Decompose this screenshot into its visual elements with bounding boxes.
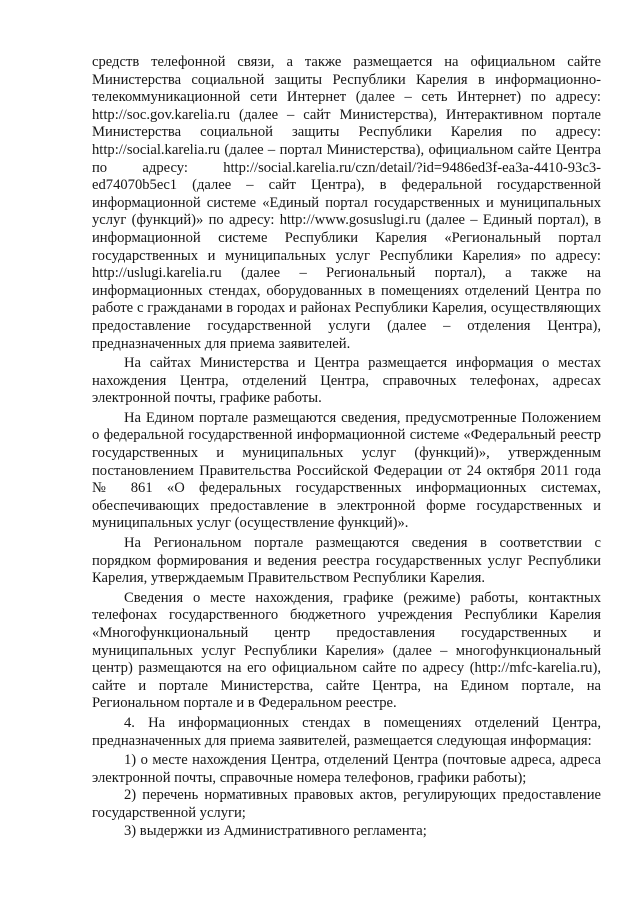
paragraph-regional-portal: На Региональном портале размещаются сведения в соответствии с порядком формирования и ведения реестра государственных услуг Республики Карелия, утверждаемым Правительством Республики Карелия.: [92, 535, 601, 587]
list-item: 3) выдержки из Административного регламента;: [124, 822, 427, 839]
paragraph-ministry-sites: На сайтах Министерства и Центра размещается информация о местах нахождения Центра, отделений Центра, справочных телефонах, адресах электронной почты, графике работы.: [92, 355, 601, 407]
stand-info-list: [92, 752, 601, 840]
list-item: 2) перечень нормативных правовых актов, регулирующих предоставление государственной услуги;: [92, 787, 601, 821]
list-item: 1) о месте нахождения Центра, отделений Центра (почтовые адреса, адреса электронной почты, справочные номера телефонов, графики работы);: [92, 752, 601, 786]
paragraph-unified-portal: На Едином портале размещаются сведения, предусмотренные Положением о федеральной государственной информационной системе «Федеральный реестр государственных и муниципальных услуг (функций)», утвержденным постановлением Правительства Российской Федерации от 24 октября 2011 года № 861 «О федеральных государственных информационных системах, обеспечивающих предоставление в электронной форме государственных и муниципальных услуг (осуществление функций)».: [92, 409, 601, 532]
paragraph-stands-intro: 4. На информационных стендах в помещениях отделений Центра, предназначенных для приема заявителей, размещается следующая информация:: [92, 714, 601, 749]
paragraph-publication-channels: средств телефонной связи, а также размещается на официальном сайте Министерства социальной защиты Республики Карелия в информационно-телекоммуникационной сети Интернет (далее – сеть Интернет) по адресу: http://soc.gov.karelia.ru (далее – сайт Министерства), Интерактивном портале Министерства социальной защиты Республики Карелия по адресу: http://social.karelia.ru (далее – портал Министерства), официальном сайте Центра по адресу: http://social.karelia.ru/czn/detail/?id=9486ed3f-ea3a-4410-93c3-ed74070b5ec1 (далее – сайт Центра), в федеральной государственной информационной системе «Единый портал государственных и муниципальных услуг (функций)» по адресу: http://www.gosuslugi.ru (далее – Единый портал), в информационной системе Республики Карелия «Региональный портал государственных и муниципальных услуг Республики Карелия» по адресу: http://uslugi.karelia.ru (далее – Региональный портал), а также на информационных стендах, оборудованных в помещениях отделений Центра по работе с гражданами в городах и районах Республики Карелия, осуществляющих предоставление государственной услуги (далее – отделения Центра), предназначенных для приема заявителей.: [92, 54, 601, 352]
paragraph-mfc-info: Сведения о месте нахождения, графике (режиме) работы, контактных телефонах государственного бюджетного учреждения Республики Карелия «Многофункциональный центр предоставления государственных и муниципальных услуг Республики Карелия» (далее – многофункциональный центр) размещаются на его официальном сайте по адресу (http://mfc-karelia.ru), сайте и портале Министерства, сайте Центра, на Едином портале, на Региональном портале и в Федеральном реестре.: [92, 589, 601, 712]
